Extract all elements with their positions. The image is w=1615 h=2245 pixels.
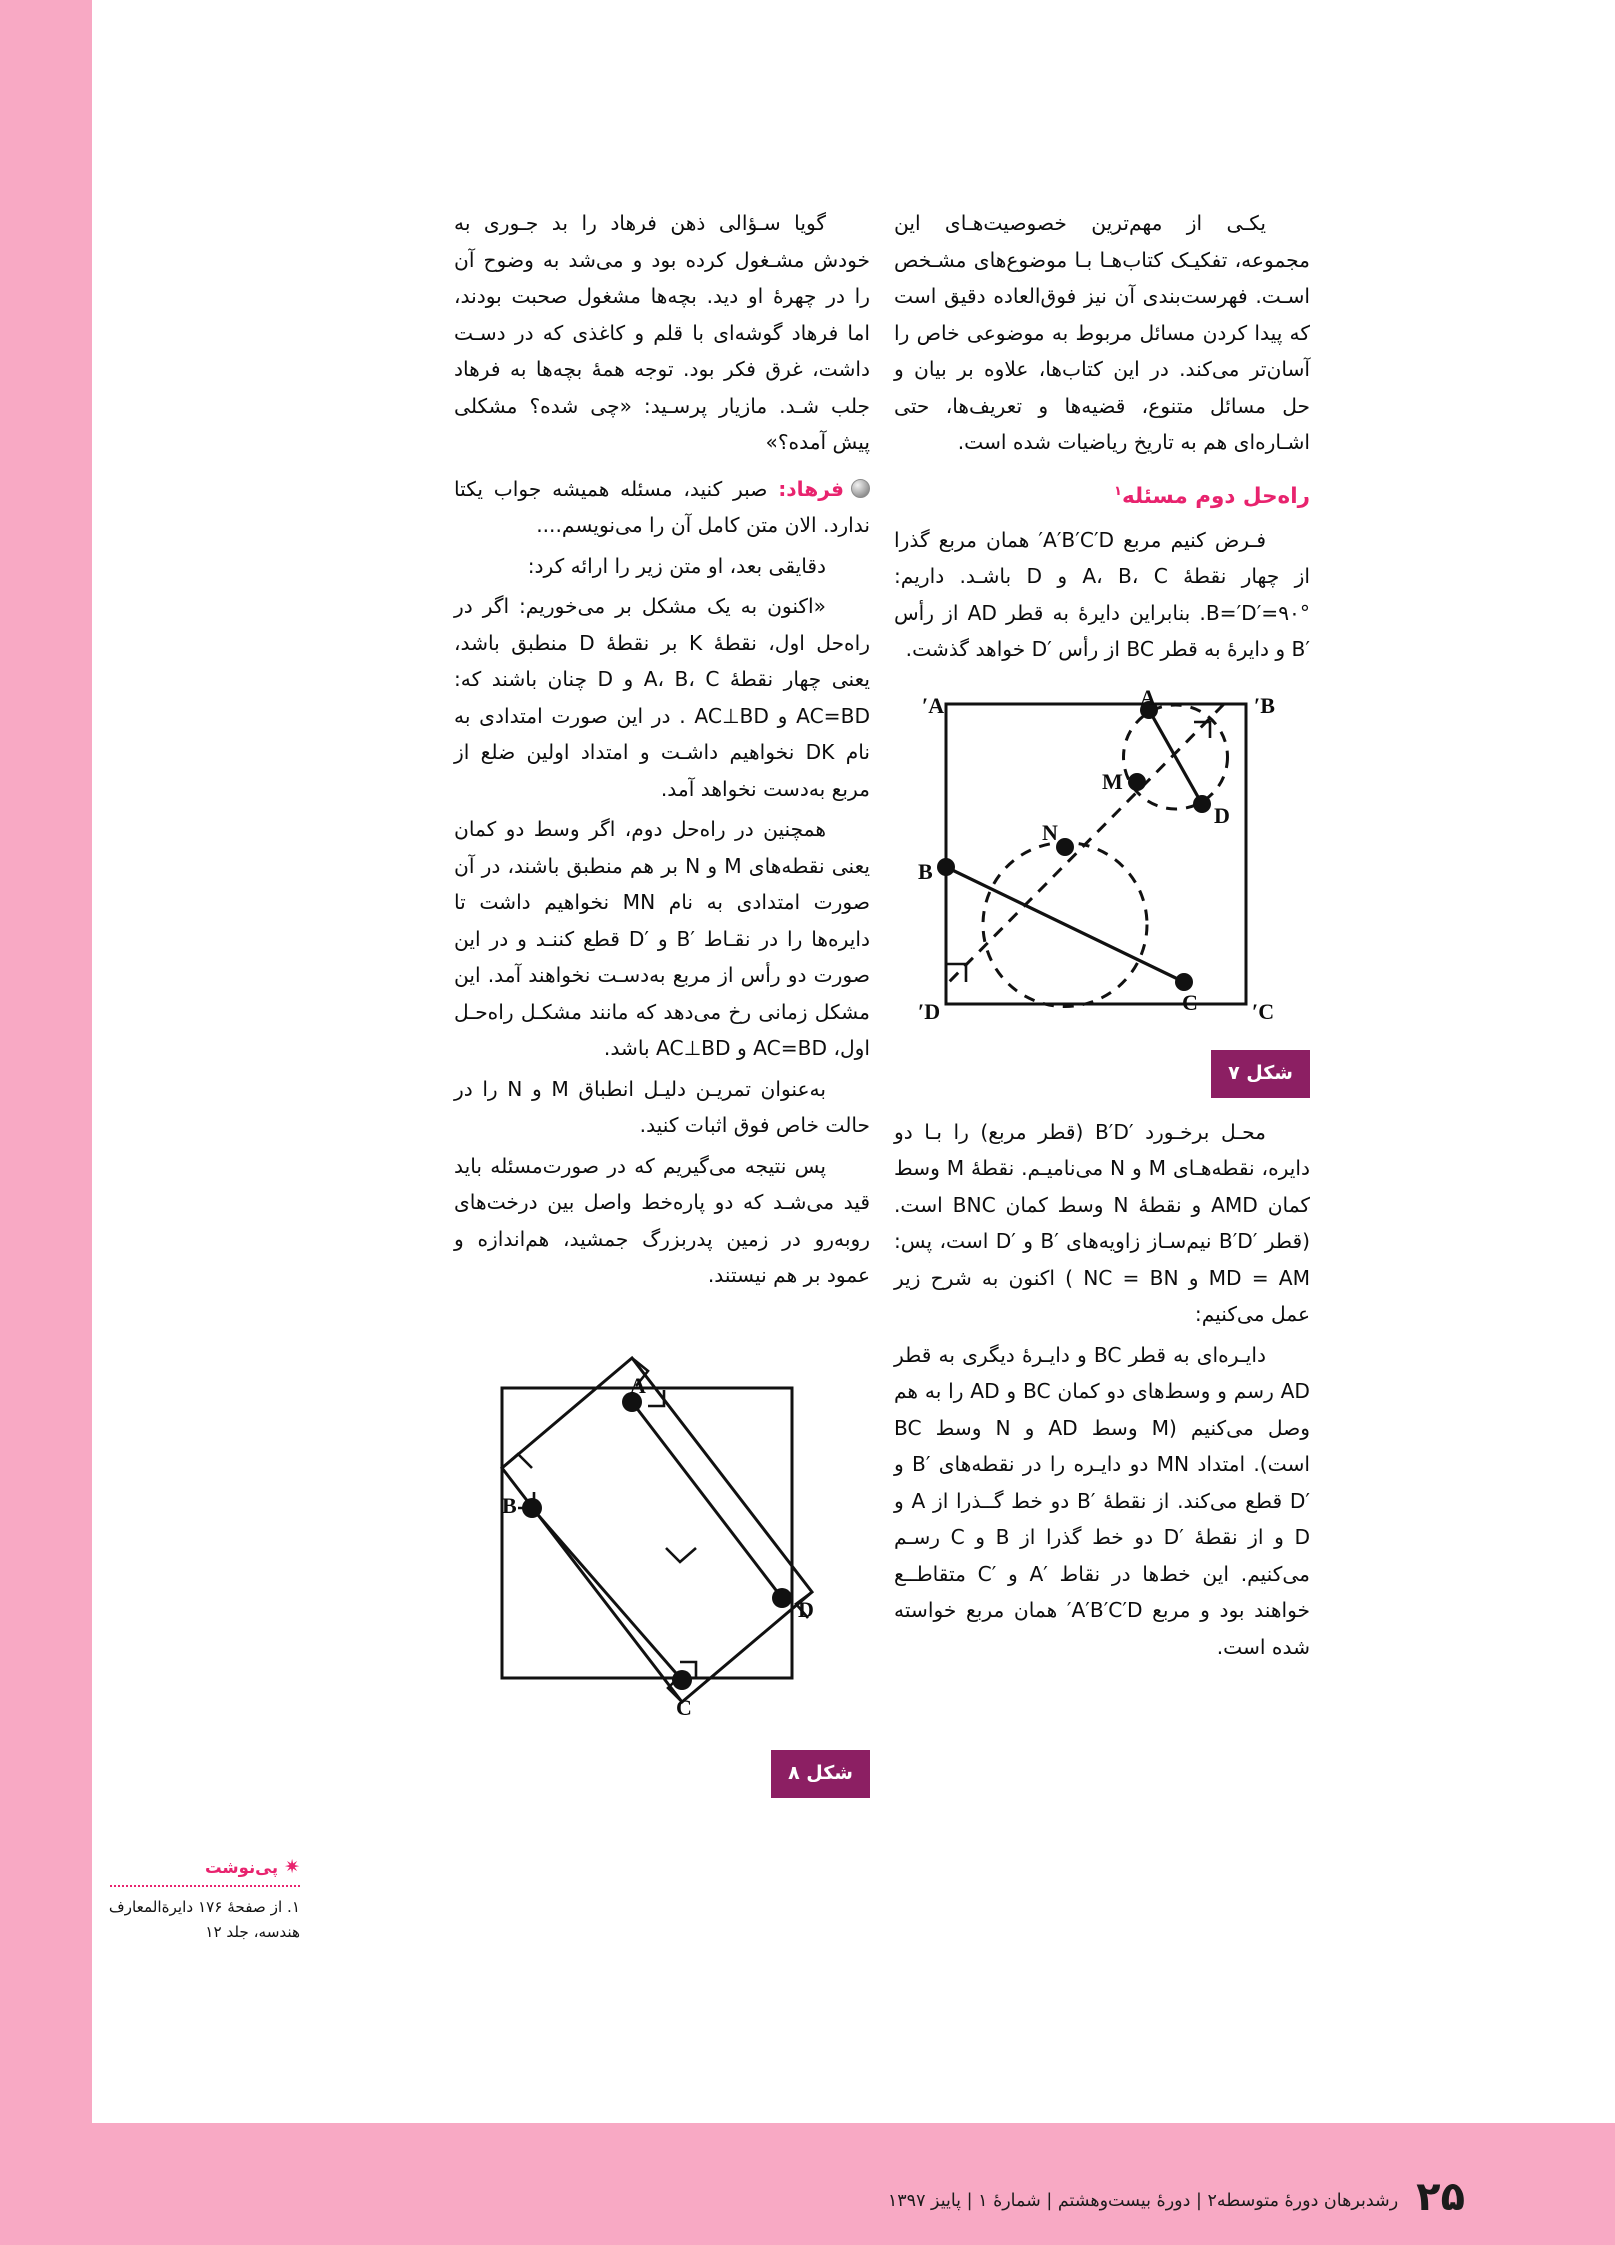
right-text-column <box>894 205 1310 1669</box>
figure7-wrapper <box>894 682 1310 1050</box>
figure7-label-n: N <box>1042 819 1058 845</box>
footnote-heading-text: پی‌نوشت <box>204 1858 279 1877</box>
section-heading-footnote-marker: ۱ <box>1114 483 1122 499</box>
second-solution-paragraph-2: محـل برخـورد ′B′D (قطر مربع) را بـا دو دایره، نقطه‌هـای M و N می‌نامیـم. نقطهٔ M وسط کمان AMD و نقطهٔ N وسط کمان BNC است. (قطر ′B′D نیم‌سـاز زاویه‌های ′B و ′D است، پس: MD = AM و NC = BN ) اکنون به شرح زیر عمل می‌کنیم: <box>894 1119 1311 1327</box>
footnote-block <box>80 1855 300 1945</box>
footer-content-row <box>150 2174 1465 2220</box>
figure8-label-b: B <box>502 1492 517 1518</box>
figure8-drawing <box>450 1330 870 1742</box>
figure7-label-d-prime: D′ <box>918 998 941 1024</box>
story-paragraph-6: پس نتیجه می‌گیریم که در صورت‌مسئله باید قید می‌شـد که دو پاره‌خط واصل بین درخت‌های روبه‌رو در زمین پدربزرگ جمشید، هم‌اندازه و عمود بر هم نیستند. <box>454 1153 870 1287</box>
figure7-label-d: D <box>1214 802 1230 828</box>
left-text-column <box>454 205 870 1794</box>
figure8-caption-tag: شکل ۸ <box>771 1750 870 1799</box>
figure7-caption-row <box>894 1050 1310 1092</box>
figure7-drawing <box>894 682 1310 1042</box>
story-paragraph-1: گویا سـؤالی ذهن فرهاد را بد جـوری به خودش مشـغول کرده بود و می‌شد به وضوح آن را در چهرهٔ او دید. بچه‌ها مشغول صحبت بودند، اما فرهاد گوشه‌ای با قلم و کاغذی که در دسـت داشت، غرق فکر بود. توجه همهٔ بچه‌ها به فرهاد جلب شـد. مازیار پرسـید: «چی شده؟ مشکلی پیش آمده؟» <box>454 211 870 454</box>
figure7-label-b-prime: B′ <box>1254 692 1275 718</box>
figure8-wrapper <box>454 1330 870 1750</box>
dialogue-speaker-name: فرهاد: <box>778 476 844 501</box>
figure8-caption-row <box>454 1750 870 1794</box>
figure7-label-a-prime: A′ <box>922 692 945 718</box>
left-pink-margin-band <box>0 0 92 2245</box>
page-footer <box>0 2123 1615 2245</box>
intro-paragraph: یکـی از مهم‌ترین خصوصیت‌هـای این مجموعه، تفکیـک کتاب‌هـا بـا موضوع‌های مشـخص اسـت. فهرست‌بندی آن نیز فوق‌العاده دقیق است که پیدا کردن مسائل مربوط به موضوعی خاص را آسان‌تر می‌کند. در این کتاب‌ها، علاوه بر بیان و حل مسائل متنوع، قضیه‌ها و تعریف‌ها، حتی اشـاره‌ای هم به تاریخ ریاضیات شده است. <box>894 211 1310 454</box>
figure7-caption-tag: شکل ۷ <box>1211 1050 1310 1099</box>
figure7-label-c: C <box>1182 989 1198 1015</box>
story-paragraph-4: همچنین در راه‌حل دوم، اگر وسط دو کمان یعنی نقطه‌های M و N بر هم منطبق باشند، در آن صورت امتدادی به نام MN نخواهیم داشت تا دایره‌ها را در نقـاط ′B و ′D قطع کننـد و در این صورت دو رأس از مربع به‌دسـت نخواهند آمد. این مشکل زمانی رخ می‌دهد که مانند مشکـل راه‌حـل اول، AC=BD و AC⊥BD باشد. <box>454 817 871 1060</box>
asterisk-icon: ✷ <box>284 1856 300 1878</box>
second-solution-paragraph-1: فـرض کنیم مربع A′B′C′D′ همان مربع گذرا از چهار نقطهٔ A، B، C و D باشـد. داریم: °۹۰=′B=′D. بنابراین دایرهٔ به قطر AD از رأس ′B و دایرهٔ به قطر BC از رأس ′D خواهد گذشت. <box>894 527 1310 662</box>
section-heading-text: راه‌حل دوم مسئله <box>1121 483 1310 509</box>
dialogue-bullet-icon <box>851 479 870 498</box>
figure8-label-d: D <box>798 1596 814 1622</box>
story-paragraph-3: «اکنون به یک مشکل بر می‌خوریم: اگر در راه‌حل اول، نقطهٔ K بر نقطهٔ D منطبق باشد، یعنی چهار نقطهٔ A، B، C و D چنان باشند که: AC=BD و AC⊥BD . در این صورت امتدادی به نام DK نخواهیم داشـت و امتداد اولین ضلع از مربع به‌دست نخواهد آمد. <box>454 594 870 801</box>
footnote-divider <box>110 1885 300 1887</box>
story-paragraph-2: دقایقی بعد، او متن زیر را ارائه کرد: <box>527 553 826 578</box>
second-solution-paragraph-3: دایـره‌ای به قطر BC و دایـرهٔ دیگری به قطر AD رسم و وسط‌های دو کمان BC و AD را به هم وصل می‌کنیم (M وسط AD و N وسط BC است). امتداد MN دو دایـره را در نقطه‌های ′B و ′D قطع می‌کند. از نقطهٔ ′B دو خط گــذرا از A و D و از نقطهٔ ′D دو خط گذرا از B و C رسـم می‌کنیم. این خط‌ها در نقاط ′A و ′C متقاطــع خواهند بود و مربع A′B′C′D′ همان مربع خواسته شده است. <box>894 1342 1311 1659</box>
footnote-text: ۱. از صفحهٔ ۱۷۶ دایرة‌المعارف هندسه، جلد ۱۲ <box>108 1898 300 1941</box>
dialogue-farhad <box>454 471 870 544</box>
page-number: ۲۵ <box>1416 2174 1465 2220</box>
footnote-heading <box>80 1855 300 1880</box>
figure7-label-m: M <box>1102 768 1123 794</box>
figure7-label-b: B <box>918 858 933 884</box>
figure8-label-a: A <box>630 1372 646 1398</box>
figure7-label-c-prime: C′ <box>1252 998 1275 1024</box>
figure8-label-c: C <box>676 1694 692 1720</box>
section-heading-second-solution <box>894 477 1310 512</box>
dialogue-speaker-text: صبر کنید، مسئله همیشه جواب یکتا ندارد. الان متن کامل آن را می‌نویسم.... <box>454 476 870 537</box>
story-paragraph-5: به‌عنوان تمریـن دلیـل انطباق M و N را در حالت خاص فوق اثبات کنید. <box>454 1076 870 1137</box>
figure7-label-a: A <box>1140 684 1156 710</box>
footer-caption: رشدبرهان دورهٔ متوسطه۲ | دورهٔ بیست‌وهشتم | شمارهٔ ۱ | پاییز ۱۳۹۷ <box>887 2190 1399 2211</box>
